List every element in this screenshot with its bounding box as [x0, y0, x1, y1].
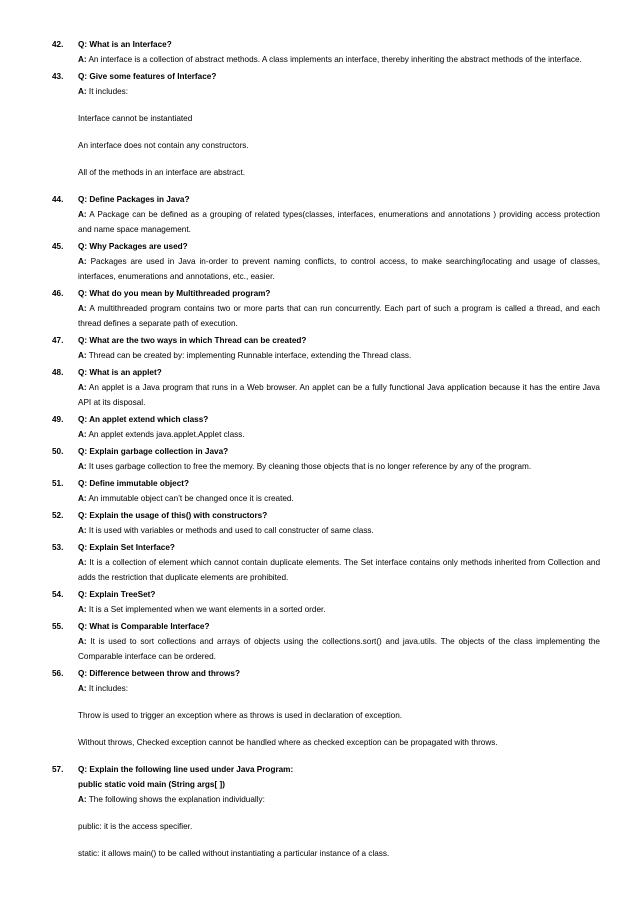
- answer-text: A: It includes:: [78, 87, 129, 96]
- question-text: Q: Explain the usage of this() with constructors?: [78, 511, 268, 520]
- answer-text: A: The following shows the explanation individually:: [78, 795, 265, 804]
- qa-item: [0, 239, 638, 284]
- question-number: 52.: [52, 511, 64, 520]
- question-text: Q: Difference between throw and throws?: [78, 669, 240, 678]
- question-number: 50.: [52, 447, 64, 456]
- question-text: Q: What is an Interface?: [78, 40, 172, 49]
- qa-item: [0, 540, 638, 585]
- answer-prefix: A:: [78, 87, 87, 96]
- answer-text: A: It is a Set implemented when we want elements in a sorted order.: [78, 605, 326, 614]
- answer-paragraph: All of the methods in an interface are abstract.: [78, 168, 246, 177]
- qa-item: [0, 587, 638, 617]
- question-number: 43.: [52, 72, 64, 81]
- answer-text: A: An applet extends java.applet.Applet class.: [78, 430, 245, 439]
- qa-item: [0, 192, 638, 237]
- question-text: Q: What is Comparable Interface?: [78, 622, 210, 631]
- qa-list: [0, 37, 638, 863]
- question-text: Q: Explain the following line used under Java Program: public static void main (String args[ ]): [78, 765, 294, 789]
- answer-prefix: A:: [78, 383, 87, 392]
- answer-text: A: An immutable object can’t be changed once it is created.: [78, 494, 294, 503]
- answer-paragraph: Throw is used to trigger an exception where as throws is used in declaration of exception.: [78, 711, 403, 720]
- answer-prefix: A:: [78, 684, 87, 693]
- question-text: Q: What do you mean by Multithreaded program?: [78, 289, 271, 298]
- question-number: 46.: [52, 289, 64, 298]
- question-number: 56.: [52, 669, 64, 678]
- question-text: Q: What is an applet?: [78, 368, 162, 377]
- question-number: 53.: [52, 543, 64, 552]
- answer-prefix: A:: [78, 351, 87, 360]
- question-number: 44.: [52, 195, 64, 204]
- qa-item: [0, 476, 638, 506]
- answer-paragraph: Without throws, Checked exception cannot be handled where as checked exception can be propagated with throws.: [78, 738, 498, 747]
- qa-item: [0, 666, 638, 750]
- question-number: 57.: [52, 765, 64, 774]
- answer-text: A: A multithreaded program contains two or more parts that can run concurrently. Each part of such a program is called a thread, and each thread defines a separate path of execution.: [78, 304, 600, 328]
- answer-prefix: A:: [78, 605, 87, 614]
- answer-text: A: It includes:: [78, 684, 129, 693]
- question-text: Q: Explain garbage collection in Java?: [78, 447, 229, 456]
- question-number: 54.: [52, 590, 64, 599]
- question-number: 47.: [52, 336, 64, 345]
- answer-prefix: A:: [78, 55, 87, 64]
- question-number: 55.: [52, 622, 64, 631]
- question-number: 42.: [52, 40, 64, 49]
- qa-item: [0, 37, 638, 67]
- qa-item: [0, 365, 638, 410]
- answer-text: A: A Package can be defined as a grouping of related types(classes, interfaces, enumerations and annotations ) providing access protection and name space management.: [78, 210, 600, 234]
- answer-paragraph: An interface does not contain any constructors.: [78, 141, 249, 150]
- answer-prefix: A:: [78, 304, 87, 313]
- answer-paragraph: public: it is the access specifier.: [78, 822, 193, 831]
- answer-text: A: It is a collection of element which cannot contain duplicate elements. The Set interface contains only methods inherited from Collection and adds the restriction that duplicate elements are prohibited.: [78, 558, 600, 582]
- answer-prefix: A:: [78, 257, 87, 266]
- answer-paragraph: static: it allows main() to be called without instantiating a particular instance of a class.: [78, 849, 390, 858]
- question-text: Q: An applet extend which class?: [78, 415, 209, 424]
- answer-prefix: A:: [78, 494, 87, 503]
- answer-text: A: An interface is a collection of abstract methods. A class implements an interface, thereby inheriting the abstract methods of the interface.: [78, 55, 582, 64]
- qa-item: [0, 69, 638, 180]
- answer-text: A: It is used to sort collections and arrays of objects using the collections.sort() and java.utils. The objects of the class implementing the Comparable interface can be ordered.: [78, 637, 600, 661]
- answer-prefix: A:: [78, 795, 87, 804]
- answer-prefix: A:: [78, 558, 87, 567]
- answer-text: A: Packages are used in Java in-order to prevent naming conflicts, to control access, to make searching/locating and usage of classes, interfaces, enumerations and annotations, etc., easier.: [78, 257, 600, 281]
- answer-prefix: A:: [78, 210, 87, 219]
- answer-prefix: A:: [78, 637, 87, 646]
- question-text: Q: Explain TreeSet?: [78, 590, 156, 599]
- qa-item: [0, 762, 638, 861]
- question-number: 48.: [52, 368, 64, 377]
- answer-prefix: A:: [78, 462, 87, 471]
- question-text: Q: What are the two ways in which Thread can be created?: [78, 336, 307, 345]
- answer-text: A: An applet is a Java program that runs in a Web browser. An applet can be a fully functional Java application because it has the entire Java API at its disposal.: [78, 383, 600, 407]
- answer-text: A: It uses garbage collection to free the memory. By cleaning those objects that is no longer reference by any of the program.: [78, 462, 532, 471]
- qa-item: [0, 619, 638, 664]
- question-number: 51.: [52, 479, 64, 488]
- qa-item: [0, 508, 638, 538]
- qa-item: [0, 444, 638, 474]
- qa-item: [0, 333, 638, 363]
- question-text: Q: Define immutable object?: [78, 479, 189, 488]
- qa-item: [0, 412, 638, 442]
- answer-text: A: Thread can be created by: implementing Runnable interface, extending the Thread class.: [78, 351, 412, 360]
- qa-item: [0, 286, 638, 331]
- question-text: Q: Define Packages in Java?: [78, 195, 190, 204]
- answer-text: A: It is used with variables or methods and used to call constructer of same class.: [78, 526, 374, 535]
- question-number: 49.: [52, 415, 64, 424]
- answer-paragraph: Interface cannot be instantiated: [78, 114, 193, 123]
- answer-prefix: A:: [78, 526, 87, 535]
- question-text: Q: Why Packages are used?: [78, 242, 188, 251]
- question-text: Q: Explain Set Interface?: [78, 543, 175, 552]
- question-number: 45.: [52, 242, 64, 251]
- question-text: Q: Give some features of Interface?: [78, 72, 217, 81]
- answer-prefix: A:: [78, 430, 87, 439]
